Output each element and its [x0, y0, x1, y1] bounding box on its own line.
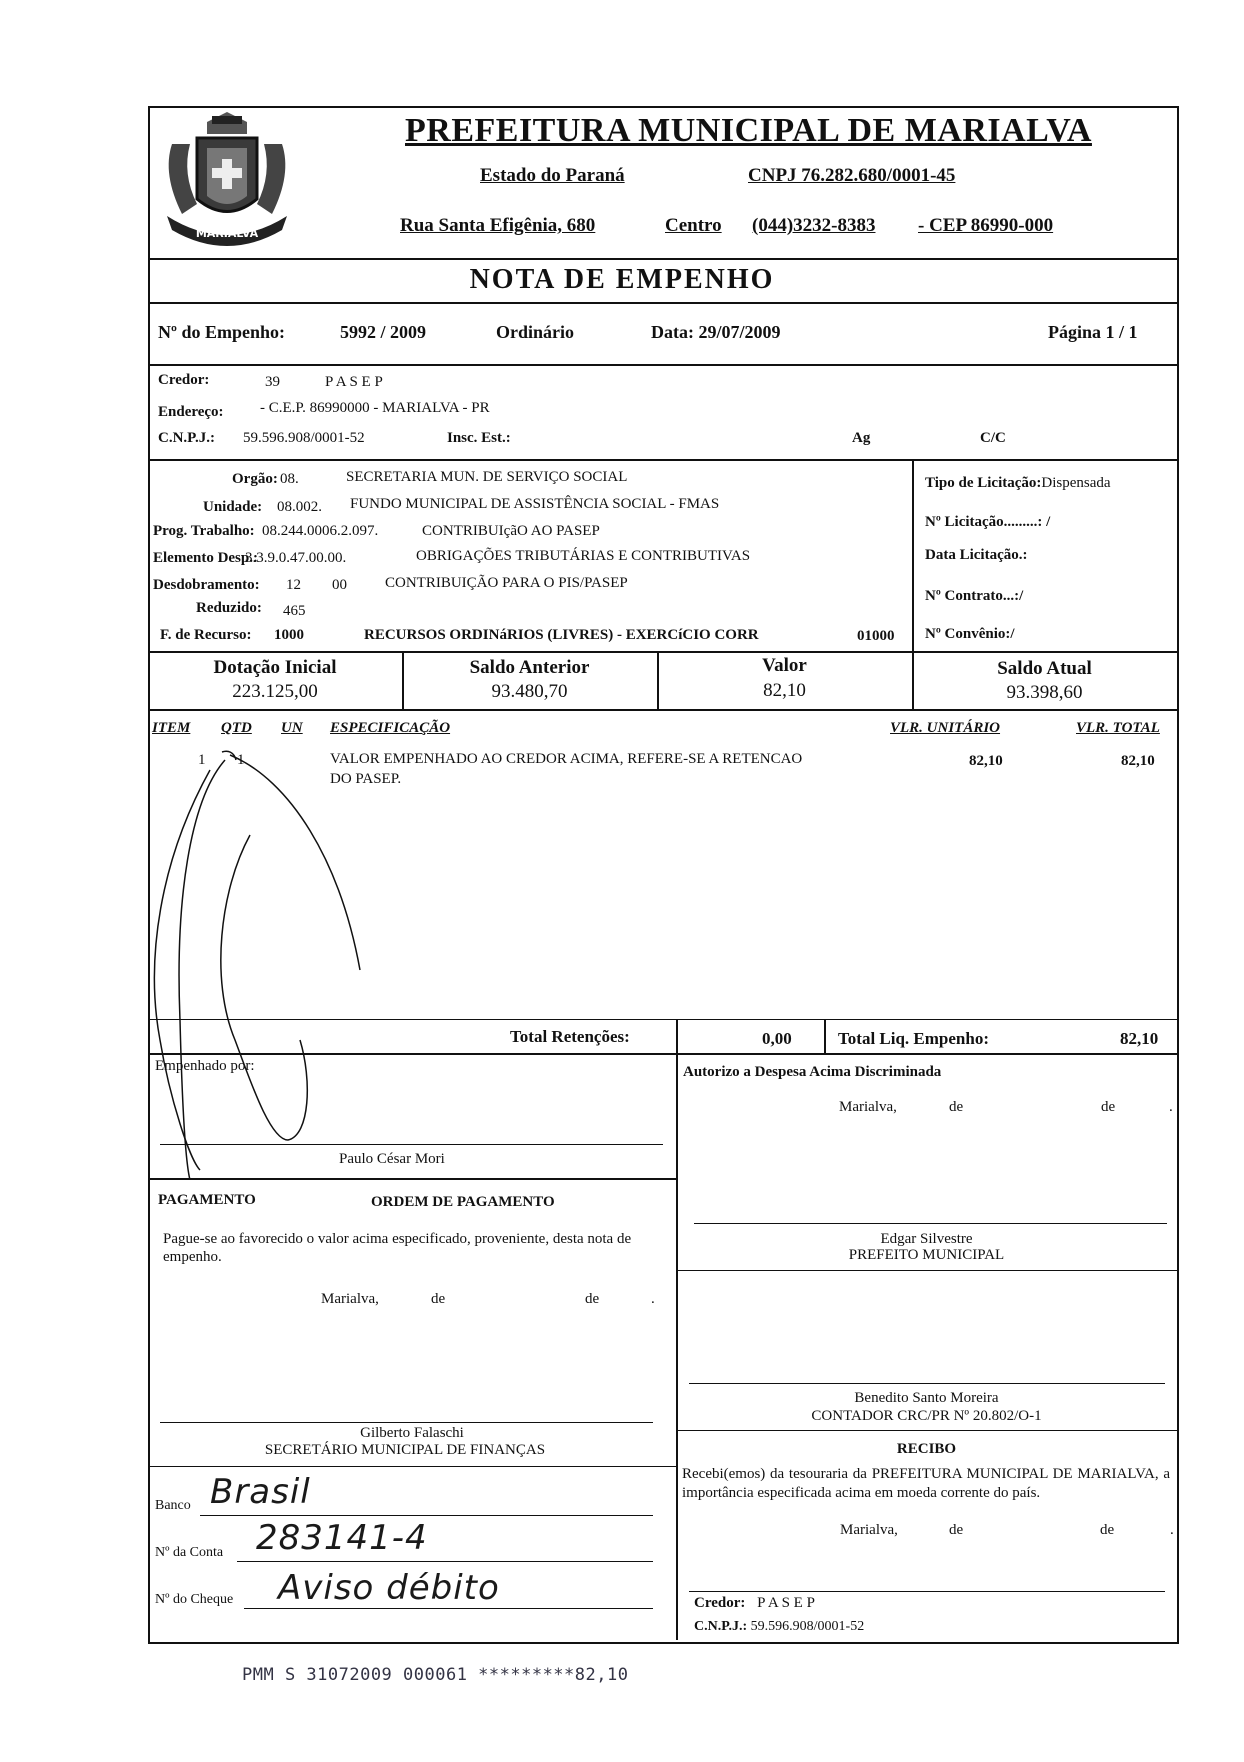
- desdobramento-label: Desdobramento:: [153, 577, 260, 593]
- handwritten-signature-scribble: [150, 740, 390, 1180]
- creditor-label: Credor:: [158, 372, 210, 388]
- place: Marialva,: [840, 1522, 898, 1538]
- account-label: C/C: [980, 430, 1006, 446]
- orgao-label: Orgão:: [232, 471, 278, 487]
- desdobramento-code2: 00: [332, 577, 347, 593]
- header-cep: - CEP 86990-000: [918, 215, 1054, 236]
- machine-stamp: PMM S 31072009 000061 *********82,10: [242, 1665, 629, 1685]
- prog-trabalho-name: CONTRIBUIçãO AO PASEP: [422, 523, 600, 539]
- secretario-name: Gilberto Falaschi: [360, 1425, 464, 1441]
- convenio-number: Nº Convênio:/: [925, 626, 1015, 642]
- col-header-unit-price: VLR. UNITÁRIO: [890, 720, 1001, 736]
- prefeito-name: Edgar Silvestre: [880, 1231, 973, 1247]
- desdobramento-name: CONTRIBUIÇÃO PARA O PIS/PASEP: [385, 575, 628, 591]
- elemento-label: Elemento Desp.:: [153, 550, 258, 566]
- col-header-un: UN: [281, 720, 303, 736]
- saldo-anterior-value: 93.480,70: [491, 681, 568, 702]
- prefeito-title: PREFEITO MUNICIPAL: [848, 1247, 1005, 1263]
- recibo-cnpj-label: C.N.P.J.:: [694, 1619, 748, 1634]
- header-phone: (044)3232-8383: [752, 215, 876, 236]
- orgao-code: 08.: [280, 471, 299, 487]
- de2: de: [1100, 1522, 1115, 1538]
- creditor-cnpj: 59.596.908/0001-52: [243, 430, 365, 446]
- recibo-place-date: [840, 1522, 1180, 1539]
- tipo-licitacao: [925, 475, 1111, 492]
- saldo-atual-value: 93.398,60: [1006, 682, 1083, 703]
- dotacao-value: 223.125,00: [232, 681, 318, 702]
- insc-est-label: Insc. Est.:: [447, 430, 511, 446]
- municipal-coat-of-arms-logo: [152, 104, 302, 256]
- municipality-title: PREFEITURA MUNICIPAL DE MARIALVA: [405, 112, 1092, 149]
- recibo-credor: [694, 1595, 815, 1612]
- item-total: 82,10: [1121, 753, 1155, 769]
- tipo-licitacao-value: Dispensada: [1041, 475, 1111, 491]
- creditor-name: P A S E P: [325, 374, 383, 390]
- saldo-anterior-label: Saldo Anterior: [469, 657, 590, 678]
- col-header-spec: ESPECIFICAÇÃO: [330, 720, 451, 736]
- document-title: NOTA DE EMPENHO: [469, 264, 775, 295]
- total-retencoes-label: Total Retenções:: [510, 1027, 630, 1046]
- banco-handwritten: Brasil: [210, 1472, 311, 1512]
- place: Marialva,: [839, 1099, 897, 1115]
- logo-text: MARIALVA: [195, 227, 259, 240]
- licitacao-number: Nº Licitação.........: /: [925, 514, 1051, 530]
- recibo-text: Recebi(emos) da tesouraria da PREFEITURA MUNICIPAL DE MARIALVA, a importância especificada acima em moeda corrente do país.: [682, 1466, 1170, 1501]
- dotacao-label: Dotação Inicial: [213, 657, 337, 678]
- unidade-label: Unidade:: [203, 499, 263, 515]
- fonte-recurso-name: RECURSOS ORDINáRIOS (LIVRES) - EXERCíCIO CORR: [364, 627, 759, 643]
- saldo-atual-label: Saldo Atual: [997, 658, 1092, 679]
- conta-label: Nº da Conta: [155, 1545, 224, 1560]
- header-street: Rua Santa Efigênia, 680: [400, 215, 596, 236]
- recibo-cnpj-value: 59.596.908/0001-52: [750, 1619, 865, 1634]
- address-label: Endereço:: [158, 404, 224, 420]
- place: Marialva,: [321, 1291, 379, 1307]
- recibo-credor-value: P A S E P: [757, 1595, 815, 1611]
- total-liquido-label: Total Liq. Empenho:: [838, 1029, 989, 1048]
- reduzido-label: Reduzido:: [196, 600, 262, 616]
- dot: .: [651, 1291, 655, 1307]
- autorizo-label: Autorizo a Despesa Acima Discriminada: [683, 1064, 942, 1080]
- recibo-title: RECIBO: [896, 1441, 957, 1457]
- orgao-name: SECRETARIA MUN. DE SERVIÇO SOCIAL: [346, 469, 628, 485]
- prog-trabalho-code: 08.244.0006.2.097.: [262, 523, 379, 539]
- de2: de: [1101, 1099, 1116, 1115]
- fonte-recurso-num: 01000: [857, 628, 895, 644]
- empenho-number-label: Nº do Empenho:: [158, 322, 285, 342]
- page-number: Página 1 / 1: [1048, 322, 1138, 342]
- empenho-type: Ordinário: [496, 322, 575, 342]
- de1: de: [949, 1099, 964, 1115]
- unidade-name: FUNDO MUNICIPAL DE ASSISTÊNCIA SOCIAL - FMAS: [350, 496, 720, 512]
- autorizo-place-date: [839, 1099, 1179, 1116]
- banco-label: Banco: [155, 1498, 191, 1513]
- ordem-pagamento-label: ORDEM DE PAGAMENTO: [371, 1194, 555, 1210]
- empenho-date: Data: 29/07/2009: [651, 322, 781, 342]
- tipo-licitacao-label: Tipo de Licitação:: [925, 475, 1042, 491]
- state-name: Estado do Paraná: [480, 165, 625, 186]
- de1: de: [431, 1291, 446, 1307]
- empenho-number: 5992 / 2009: [340, 322, 427, 342]
- fonte-recurso-label: F. de Recurso:: [160, 627, 252, 643]
- elemento-name: OBRIGAÇÕES TRIBUTÁRIAS E CONTRIBUTIVAS: [416, 548, 751, 564]
- recibo-credor-label: Credor:: [694, 1595, 746, 1611]
- total-liquido-value: 82,10: [1120, 1029, 1159, 1048]
- col-header-total: VLR. TOTAL: [1076, 720, 1160, 736]
- pagamento-place-date: [321, 1291, 661, 1308]
- conta-handwritten: 283141-4: [256, 1518, 428, 1558]
- col-header-item: ITEM: [152, 720, 191, 736]
- empenhado-por-name: Paulo César Mori: [339, 1151, 445, 1167]
- contract-number: Nº Contrato...:/: [925, 588, 1024, 604]
- item-qty: 1: [237, 752, 245, 768]
- item-number: 1: [198, 752, 206, 768]
- total-retencoes-value: 0,00: [762, 1029, 792, 1048]
- cheque-handwritten: Aviso débito: [278, 1568, 500, 1608]
- pagamento-label: PAGAMENTO: [158, 1192, 256, 1208]
- recibo-cnpj: [694, 1619, 864, 1635]
- agency-label: Ag: [852, 430, 871, 446]
- dot: .: [1169, 1099, 1173, 1115]
- prog-trabalho-label: Prog. Trabalho:: [153, 523, 255, 539]
- de1: de: [949, 1522, 964, 1538]
- col-header-qtd: QTD: [221, 720, 252, 736]
- elemento-code: 3.3.9.0.47.00.00.: [245, 550, 347, 566]
- dot: .: [1170, 1522, 1174, 1538]
- cheque-label: Nº do Cheque: [155, 1592, 234, 1607]
- contador-name: Benedito Santo Moreira: [854, 1390, 999, 1406]
- creditor-cnpj-label: C.N.P.J.:: [158, 430, 215, 446]
- fonte-recurso-code: 1000: [274, 627, 304, 643]
- header-district: Centro: [665, 215, 722, 236]
- empenhado-por-label: Empenhado por:: [155, 1058, 255, 1074]
- secretario-title: SECRETÁRIO MUNICIPAL DE FINANÇAS: [264, 1442, 546, 1458]
- item-spec-line1: VALOR EMPENHADO AO CREDOR ACIMA, REFERE-SE A RETENCAO: [330, 751, 803, 767]
- valor-value: 82,10: [763, 680, 806, 701]
- contador-title: CONTADOR CRC/PR Nº 20.802/O-1: [811, 1408, 1042, 1424]
- item-unit-price: 82,10: [969, 753, 1003, 769]
- item-spec-line2: DO PASEP.: [330, 771, 402, 787]
- valor-label: Valor: [762, 655, 807, 676]
- pague-se-text: Pague-se ao favorecido o valor acima especificado, proveniente, desta nota de empenho.: [163, 1231, 632, 1265]
- reduzido-code: 465: [283, 603, 306, 619]
- licitacao-date: Data Licitação.:: [925, 547, 1028, 563]
- creditor-address: - C.E.P. 86990000 - MARIALVA - PR: [260, 400, 490, 416]
- creditor-code: 39: [265, 374, 280, 390]
- desdobramento-code1: 12: [286, 577, 301, 593]
- unidade-code: 08.002.: [277, 499, 322, 515]
- de2: de: [585, 1291, 600, 1307]
- header-cnpj: CNPJ 76.282.680/0001-45: [748, 165, 956, 186]
